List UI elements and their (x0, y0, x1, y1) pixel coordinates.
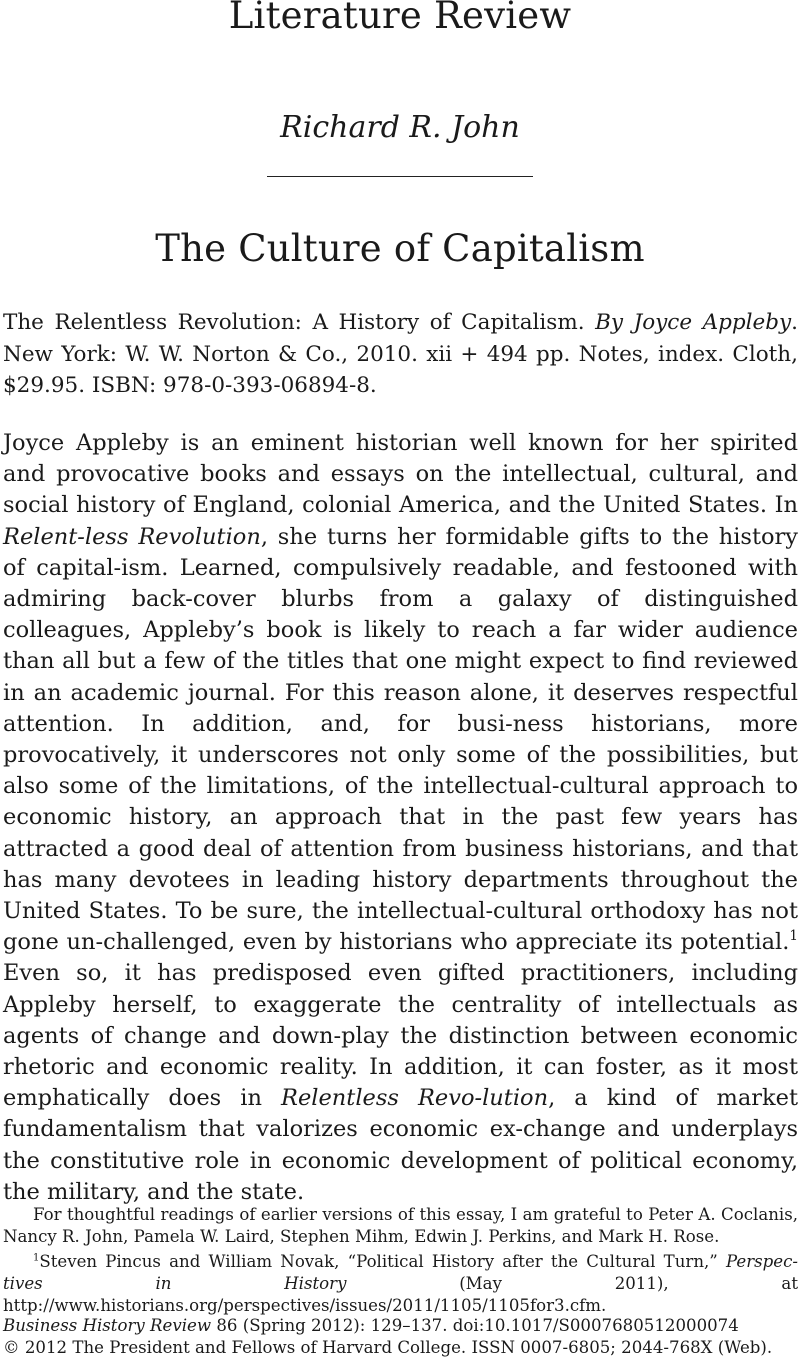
section-heading: Literature Review (228, 0, 572, 37)
book-title-italic: Relentless Revo-lution (281, 1085, 549, 1112)
copyright-line: © 2012 The President and Fellows of Harvard College. ISSN 0007-6805; 2044-768X (Web). (3, 1338, 773, 1357)
review-body (3, 428, 798, 1208)
footnotes (3, 1204, 798, 1317)
book-publication-details: . New York: W. W. Norton & Co., 2010. xii + 494 pp. Notes, index. Cloth, $29.95. ISBN: 978-0-393-06894-8. (3, 310, 798, 398)
body-paragraph (3, 428, 798, 1208)
footnote-journal: Perspec-tives in History (3, 1252, 798, 1293)
footnote-1 (3, 1251, 798, 1317)
citation-details: 86 (Spring 2012): 129–137. doi:10.1017/S0007680512000074 (211, 1316, 739, 1335)
reviewed-book-info (3, 307, 798, 402)
body-text-segment: Even so, it has predisposed even gifted practitioners, including Appleby herself, to exaggerate the centrality of intellectuals as agents of change and down-play the distinction between economic rhetoric and economic reality. In addition, it can foster, as it most emphatically does in (3, 960, 798, 1112)
footnote-number: 1 (33, 1252, 40, 1264)
book-title-italic: Relent-less Revolution (3, 523, 261, 550)
book-title: The Relentless Revolution: A History of Capitalism. (3, 310, 585, 335)
book-author: By Joyce Appleby (595, 310, 792, 335)
title-divider (267, 176, 533, 177)
journal-citation (3, 1315, 800, 1359)
footnote-text: (May 2011), at http://www.historians.org/perspectives/issues/2011/1105/1105for3.cfm. (3, 1274, 798, 1315)
body-text-segment: , she turns her formidable gifts to the history of capital-ism. Learned, compulsively readable, and festooned with admiring back-cover blurbs from a galaxy of distinguished colleagues, Appleby’s book is likely to reach a far wider audience than all but a few of the titles that one might expect to find reviewed in an academic journal. For this reason alone, it deserves respectful attention. In addition, and, for busi-ness historians, more provocatively, it underscores not only some of the possibilities, but also some of the limitations, of the intellectual-cultural approach to economic history, an approach that in the past few years has attracted a good deal of attention from business historians, and that has many devotees in leading history departments throughout the United States. To be sure, the intellectual-cultural orthodoxy has not gone un-challenged, even by historians who appreciate its potential. (3, 523, 799, 956)
footnote-reference[interactable]: 1 (789, 928, 798, 945)
citation-line (3, 1315, 800, 1337)
body-text-segment: Joyce Appleby is an eminent historian well known for her spirited and provocative books and essays on the intellectual, cultural, and social history of England, colonial America, and the United States. In (3, 430, 798, 519)
footnote-text: Steven Pincus and William Novak, “Political History after the Cultural Turn,” (39, 1252, 726, 1271)
author-name: Richard R. John (280, 110, 520, 145)
article-title: The Culture of Capitalism (155, 227, 645, 270)
acknowledgment-note: For thoughtful readings of earlier versions of this essay, I am grateful to Peter A. Coclanis, Nancy R. John, Pamela W. Laird, Stephen Mihm, Edwin J. Perkins, and Mark H. Rose. (3, 1205, 798, 1246)
journal-name: Business History Review (3, 1316, 212, 1335)
body-text-segment: , a kind of market fundamentalism that valorizes economic ex-change and underplays the constitutive role in economic development of political economy, the military, and the state. (3, 1085, 798, 1205)
